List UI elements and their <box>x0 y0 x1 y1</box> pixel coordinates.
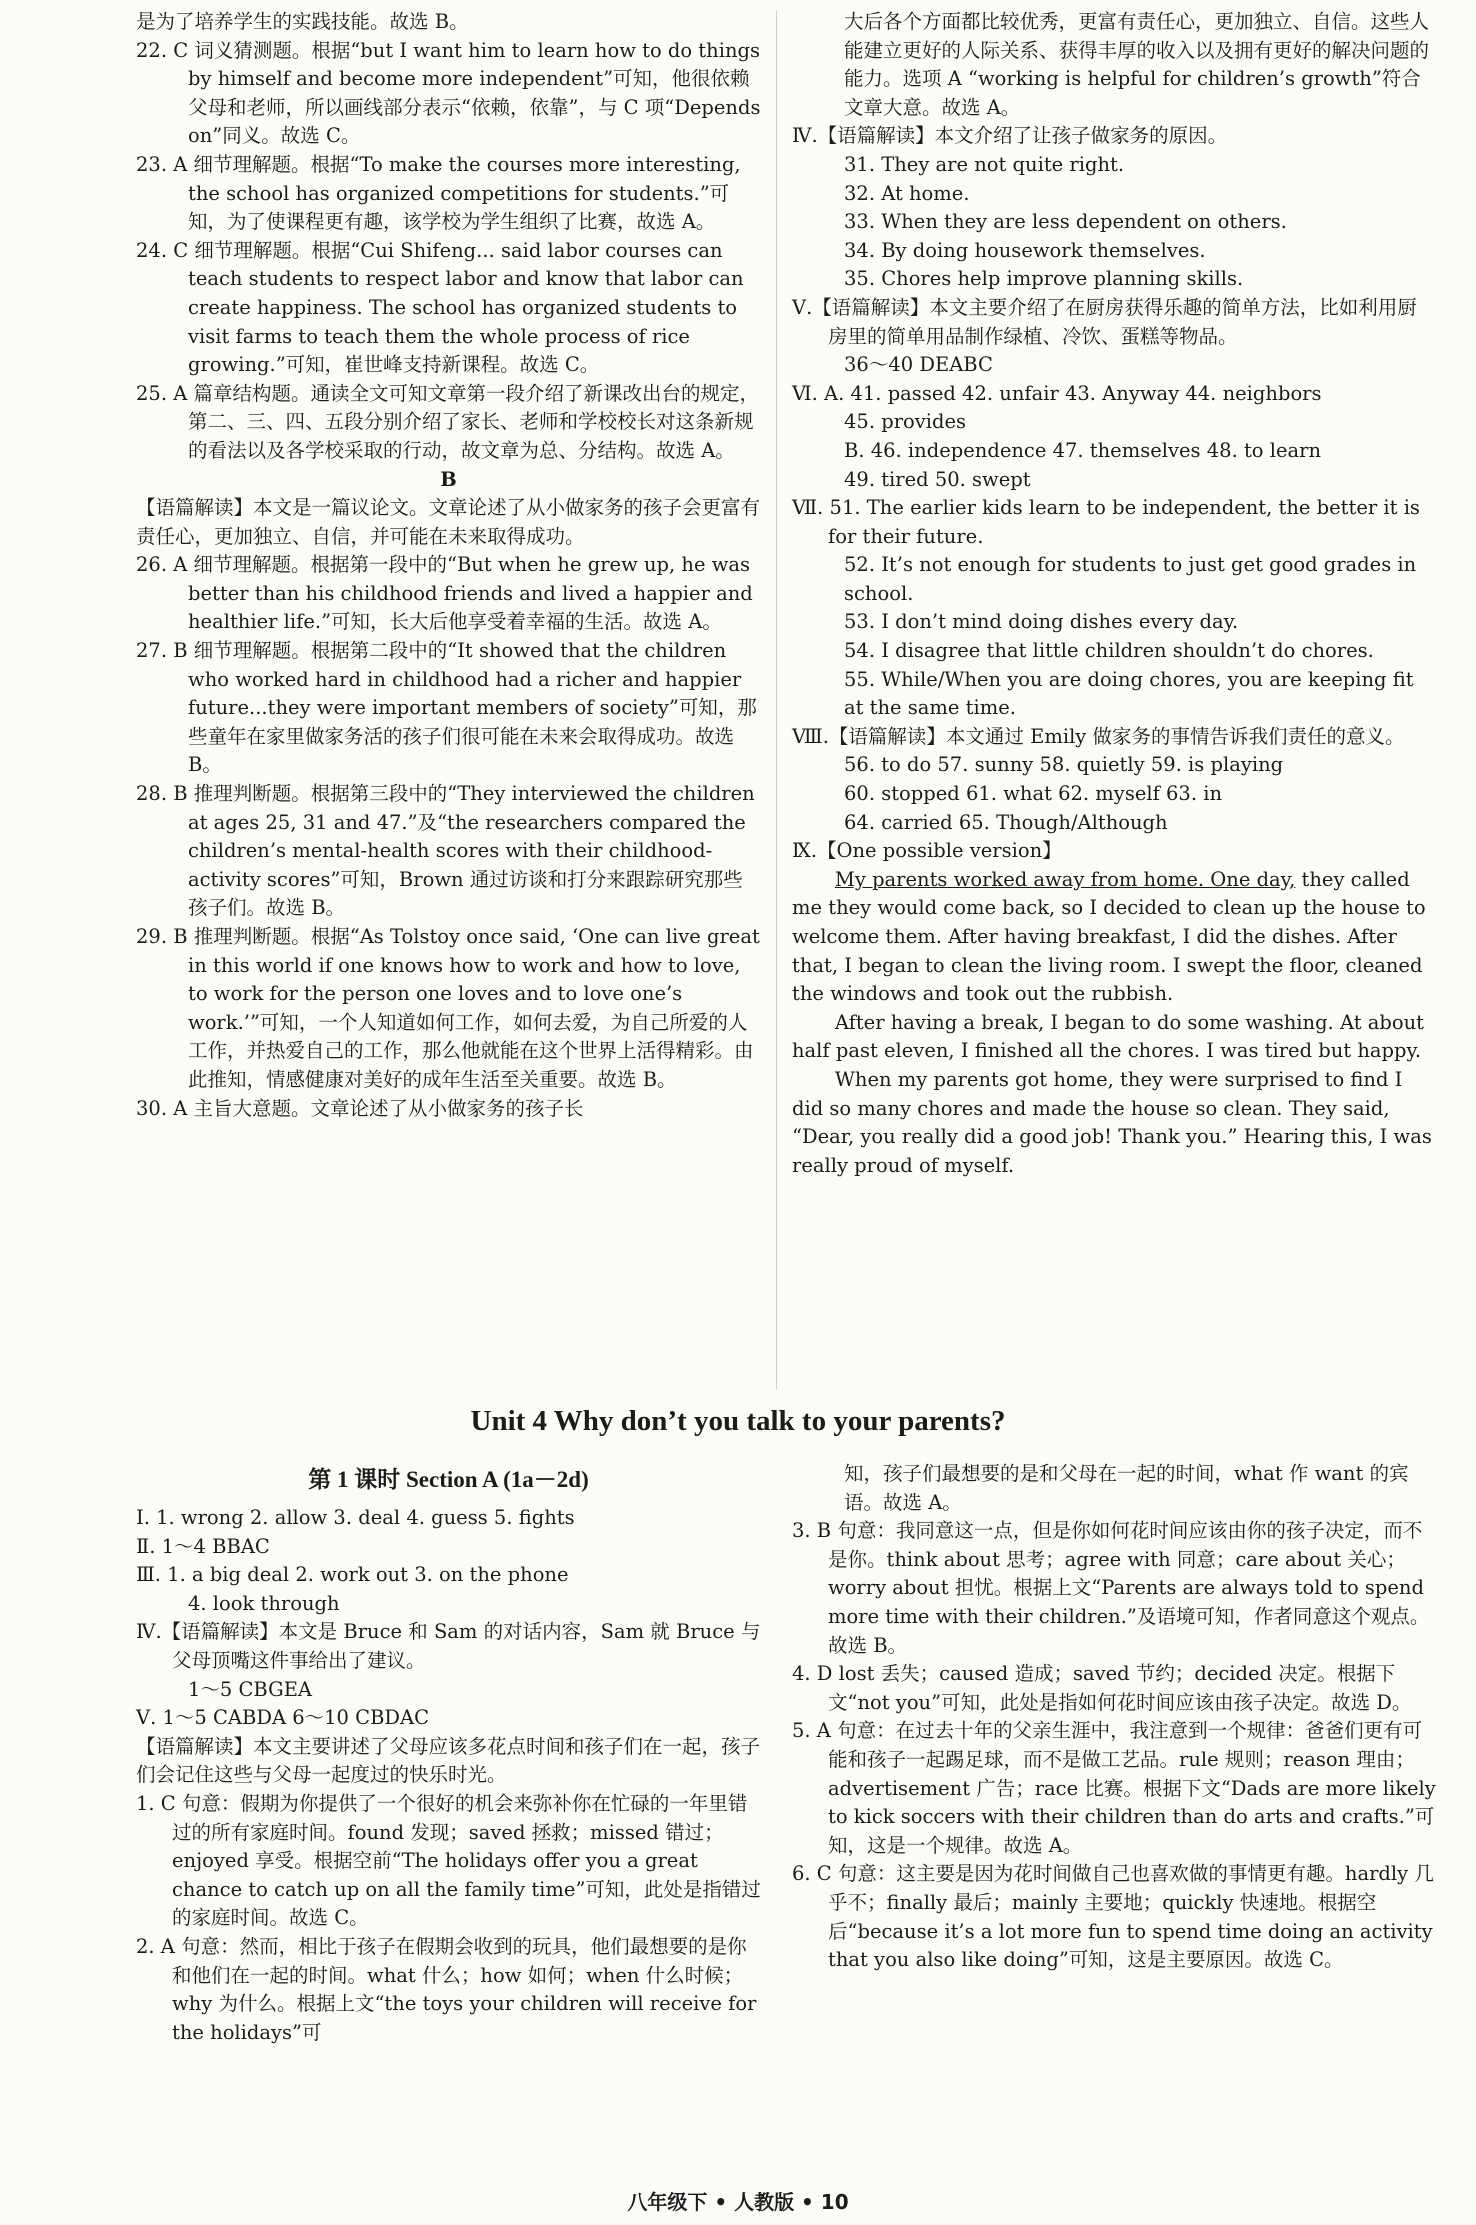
left-top-paragraph: 28. B 推理判断题。根据第三段中的“They interviewed the children at ages 25, 31 and 47.”及“the researchers compared the children’s mental-health scores with their childhood-activity scores”可知，Brown 通过访谈和打分来跟踪研究那些孩子们。故选 B。 <box>136 782 755 920</box>
left-top-paragraph: 30. A 主旨大意题。文章论述了从小做家务的孩子长 <box>136 1096 584 1120</box>
right-bottom-paragraph: 4. D lost 丢失；caused 造成；saved 节约；decided 决定。根据下文“not you”可知，此处是指如何花时间应该由孩子决定。故选 D。 <box>792 1662 1412 1714</box>
left-top-paragraph: 25. A 篇章结构题。通读全文可知文章第一段介绍了新课改出台的规定，第二、三、四、五段分别介绍了家长、老师和学校校长对这条新规的看法以及各学校采取的行动，故文章为总、分结构。故选 A。 <box>136 381 759 462</box>
left-bottom-paragraph: Ⅴ. 1～5 CABDA 6～10 CBDAC <box>136 1706 430 1730</box>
right-top-paragraph: 55. While/When you are doing chores, you are keeping fit at the same time. <box>844 667 1414 720</box>
essay-underlined-opening: My parents worked away from home. One day, <box>834 867 1296 891</box>
right-top-paragraph: B. 46. independence 47. themselves 48. to learn <box>844 438 1322 462</box>
right-top-paragraph: Ⅳ.【语篇解读】本文介绍了让孩子做家务的原因。 <box>792 124 1228 148</box>
left-top-paragraph: 24. C 细节理解题。根据“Cui Shifeng... said labor courses can teach students to respect labor and know that labor can create happiness. The school has organized students to visit farms to teach them the whole process of rice growing.”可知，崔世峰支持新课程。故选 C。 <box>136 238 744 377</box>
right-answer-list <box>792 8 1436 866</box>
right-top-paragraph: 33. When they are less dependent on others. <box>844 210 1287 234</box>
left-column-top <box>136 8 761 1123</box>
left-top-paragraph: 29. B 推理判断题。根据“As Tolstoy once said, ‘One can live great in this world if one knows how to work and how to love, to work for the person one loves and to love one’s work.’”可知，一个人知道如何工作，如何去爱，为自己所爱的人工作，并热爱自己的工作，那么他就能在这个世界上活得精彩。由此推知，情感健康对美好的成年生活至关重要。故选 B。 <box>136 925 760 1091</box>
right-bottom-paragraph: 知，孩子们最想要的是和父母在一起的时间，what 作 want 的宾语。故选 A。 <box>844 1462 1409 1514</box>
left-bottom-paragraph: 2. A 句意：然而，相比于孩子在假期会收到的玩具，他们最想要的是你和他们在一起的时间。what 什么；how 如何；when 什么时候；why 为什么。根据上文“the toys your children will receive for the holidays”可 <box>136 1934 757 2044</box>
right-top-paragraph: Ⅸ.【One possible version】 <box>792 839 1062 863</box>
essay-paragraph-1 <box>792 866 1436 1009</box>
right-top-paragraph: Ⅴ.【语篇解读】本文主要介绍了在厨房获得乐趣的简单方法，比如利用厨房里的简单用品制作绿植、冷饮、蛋糕等物品。 <box>792 295 1417 348</box>
left-bottom-answer-list <box>136 1504 761 2047</box>
right-top-paragraph: 45. provides <box>844 410 967 434</box>
right-bottom-paragraph: 3. B 句意：我同意这一点，但是你如何花时间应该由你的孩子决定，而不是你。think about 思考；agree with 同意；care about 关心；worry about 担忧。根据上文“Parents are always told to spend more time with their children.”及语境可知，作者同意这个观点。故选 B。 <box>792 1519 1430 1657</box>
right-top-paragraph: Ⅷ.【语篇解读】本文通过 Emily 做家务的事情告诉我们责任的意义。 <box>792 724 1405 748</box>
left-top-paragraph: 是为了培养学生的实践技能。故选 B。 <box>136 10 469 33</box>
column-divider <box>776 10 777 1390</box>
left-bottom-paragraph: Ⅰ. 1. wrong 2. allow 3. deal 4. guess 5. fights <box>136 1506 575 1529</box>
right-top-paragraph: 52. It’s not enough for students to just get good grades in school. <box>844 553 1417 605</box>
right-top-paragraph: Ⅵ. A. 41. passed 42. unfair 43. Anyway 44. neighbors <box>792 381 1322 405</box>
right-top-paragraph: Ⅶ. 51. The earlier kids learn to be independent, the better it is for their future. <box>792 496 1420 548</box>
essay-paragraph-2: After having a break, I began to do some washing. At about half past eleven, I finished all the chores. I was tired but happy. <box>792 1010 1424 1063</box>
right-bottom-paragraph: 6. C 句意：这主要是因为花时间做自己也喜欢做的事情更有趣。hardly 几乎不；finally 最后；mainly 主要地；quickly 快速地。根据空后“because it’s a lot more fun to spend time doing an activity that you also like doing”可知，这是主要原因。故选 C。 <box>792 1862 1434 1972</box>
left-top-paragraph: 26. A 细节理解题。根据第一段中的“But when he grew up, he was better than his childhood friends and lived a happier and healthier life.”可知，长大后他享受着幸福的生活。故选 A。 <box>136 553 753 634</box>
left-bottom-paragraph: 【语篇解读】本文主要讲述了父母应该多花点时间和孩子们在一起，孩子们会记住这些与父母一起度过的快乐时光。 <box>136 1734 761 1787</box>
unit-title: Unit 4 Why don’t you talk to your parents? <box>470 1405 1006 1437</box>
right-top-paragraph: 49. tired 50. swept <box>844 467 1031 491</box>
left-top-paragraph: 27. B 细节理解题。根据第二段中的“It showed that the children who worked hard in childhood had a richer and happier future...they were important members of society”可知，那些童年在家里做家务活的孩子们很可能在未来会取得成功。故选 B。 <box>136 639 757 777</box>
right-column-bottom <box>792 1460 1436 1975</box>
left-column-bottom <box>136 1460 761 2047</box>
right-top-paragraph: 大后各个方面都比较优秀，更富有责任心，更加独立、自信。这些人能建立更好的人际关系、获得丰厚的收入以及拥有更好的解决问题的能力。选项 A “working is helpful for children’s growth”符合文章大意。故选 A。 <box>844 10 1430 119</box>
left-top-paragraph: B <box>440 467 457 491</box>
right-top-paragraph: 53. I don’t mind doing dishes every day. <box>844 610 1239 634</box>
left-bottom-paragraph: Ⅲ. 1. a big deal 2. work out 3. on the phone <box>136 1563 569 1587</box>
right-top-paragraph: 54. I disagree that little children shouldn’t do chores. <box>844 639 1374 663</box>
left-top-paragraph: 【语篇解读】本文是一篇议论文。文章论述了从小做家务的孩子会更富有责任心，更加独立、自信，并可能在未来取得成功。 <box>136 496 761 548</box>
left-bottom-paragraph: 4. look through <box>188 1591 340 1615</box>
right-bottom-paragraph: 5. A 句意：在过去十年的父亲生涯中，我注意到一个规律：爸爸们更有可能和孩子一起踢足球，而不是做工艺品。rule 规则；reason 理由；advertisement 广告；race 比赛。根据下文“Dads are more likely to kick soccers with their children than do arts and crafts.”可知，这是一个规律。故选 A。 <box>792 1719 1436 1857</box>
essay-paragraph-3: When my parents got home, they were surprised to find I did so many chores and made the house so clean. They said, “Dear, you really did a good job! Thank you.” Hearing this, I was really proud of myself. <box>792 1067 1432 1177</box>
right-column-top <box>792 8 1436 1180</box>
left-top-paragraph: 23. A 细节理解题。根据“To make the courses more interesting, the school has organized competitions for students.”可知，为了使课程更有趣，该学校为学生组织了比赛，故选 A。 <box>136 152 741 234</box>
left-bottom-paragraph: 1～5 CBGEA <box>188 1677 313 1701</box>
right-top-paragraph: 60. stopped 61. what 62. myself 63. in <box>844 782 1223 806</box>
left-bottom-paragraph: Ⅳ.【语篇解读】本文是 Bruce 和 Sam 的对话内容，Sam 就 Bruce 与父母顶嘴这件事给出了建议。 <box>136 1620 761 1672</box>
left-top-paragraph: 22. C 词义猜测题。根据“but I want him to learn how to do things by himself and become more independent”可知，他很依赖父母和老师，所以画线部分表示“依赖，依靠”，与 C 项“Depends on”同义。故选 C。 <box>136 38 761 148</box>
right-top-paragraph: 34. By doing housework themselves. <box>844 238 1206 262</box>
right-top-paragraph: 35. Chores help improve planning skills. <box>844 267 1244 291</box>
right-top-paragraph: 64. carried 65. Though/Although <box>844 810 1168 834</box>
right-top-paragraph: 36～40 DEABC <box>844 353 993 377</box>
left-bottom-paragraph: 1. C 句意：假期为你提供了一个很好的机会来弥补你在忙碌的一年里错过的所有家庭时间。found 发现；saved 拯救；missed 错过；enjoyed 享受。根据空前“The holidays offer you a great chance to catch up on all the family time”可知，此处是指错过的家庭时间。故选 C。 <box>136 1791 761 1930</box>
right-top-paragraph: 32. At home. <box>844 181 970 205</box>
model-essay <box>792 866 1436 1181</box>
right-top-paragraph: 31. They are not quite right. <box>844 152 1125 176</box>
section-title: 第 1 课时 Section A (1a－2d) <box>308 1467 589 1492</box>
right-top-paragraph: 56. to do 57. sunny 58. quietly 59. is playing <box>844 753 1284 777</box>
essay-paragraph-1-rest: they called me they would come back, so I decided to clean up the house to welcome them. After having breakfast, I did the dishes. After that, I began to clean the living room. I swept the floor, cleaned the windows and took out the rubbish. <box>792 867 1426 1006</box>
page-footer: 八年级下 • 人教版 • 10 <box>627 2190 849 2214</box>
left-bottom-paragraph: Ⅱ. 1～4 BBAC <box>136 1534 270 1558</box>
